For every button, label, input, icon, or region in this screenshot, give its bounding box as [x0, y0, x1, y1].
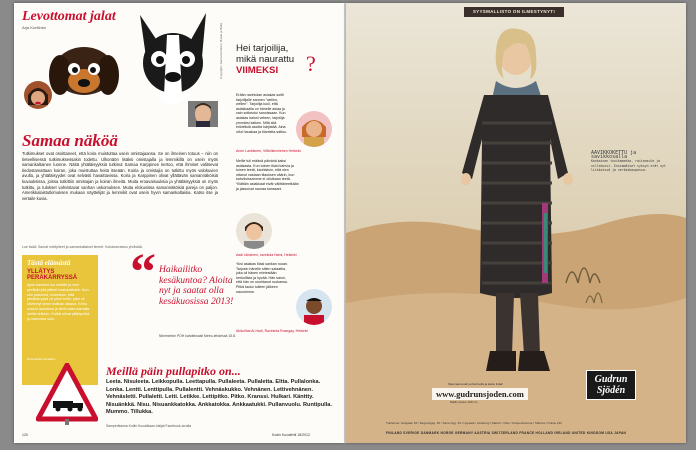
product-caption-title: AAVIKKOKETTU ja savikkosalla — [591, 150, 637, 161]
quote-mark-icon: “ — [130, 244, 156, 301]
waiter-caption-2: Aadi Ukrainen, ravintola Hami, Helsinki — [236, 253, 297, 257]
right-page-advert — [346, 3, 686, 443]
article-caption: Lue lisää: Samat mielipiteet ja samankaltaiset ilmeet. Koiraharrastus yhdistää. — [22, 245, 143, 249]
page-number: 120 — [22, 433, 28, 437]
byline: Arja Kurttinen — [22, 25, 47, 30]
brand-logo-line2: Sjödén — [596, 385, 626, 396]
reader-story-title: Tästä elämästä — [27, 259, 71, 267]
pull-quote-credit: Nimimerkin POH kahdeksasti Metro-lehdessä 15.8. — [159, 334, 236, 338]
photo-credit-vertical: Copyright: Jaana Kurttinen, Bowie ja Bella — [219, 23, 223, 80]
article-title: Samaa näköä — [22, 131, 118, 150]
waiter-portrait-1 — [296, 111, 332, 147]
product-caption — [591, 151, 666, 172]
reader-story-credit: Nimimerkki Peräkärry — [27, 357, 56, 361]
waiter-caption-1: Anne Lankkinen, Villiviikinmiehen Helsinki — [236, 149, 301, 153]
collection-banner: SYYSMALLISTO ON ILMESTYNYT! — [464, 7, 564, 17]
brand-logo-line1: Gudrun — [594, 374, 628, 385]
brand-logo — [586, 370, 636, 400]
store-addresses: Tukholma: Götgatan 66 / Regeringsg. 30 / Stora Nyg. 33 / Uppsala / Göteborg / Malmö / Oslo / Kööpenhamina / Tallinna / Online 24h — [386, 421, 562, 425]
reader-story-headline: YLLÄTYS PERÄKÄRRYSSÄ — [27, 269, 78, 281]
waiter-caption-3: Abdullhai Al-Hadi, Ravintola Rosegay, Helsinki — [236, 329, 308, 333]
model-note: Mallin pituus 169 cm — [450, 400, 478, 404]
article-body: Tutkimukset ovat osoittaneet, että koira muistuttaa usein omistajaansa. Se on ilmeinen totuus – niin on tieteellisessä tutkimuksessakin todettu. Ulkonäön lisäksi omistajalla ja lemmikillä on usein myös samankaltainen luonne. Näitä yhtäläisyyksiä tutkinut Samaa Karppinen kertoo, että ihmiset valitsevat tiedostamattaan koiran, joka muistuttaa heitä itseään. Koiria ja omistajia on tutkittu myös valokuvien avulla, ja yhtäläisyydet ovat selvästi havaittavissa. Koira ja Karppinen olivat yllättävän samannäköisiä kuvauksissa, joissa tutkittiin omistajan ja koiran ilmeitä. Muita eroavaisuuksia ja yhtäläisyyksiä on myös tutkittu, ja tulokset vahvistavat vanhan uskomuksen. Muita elokuvissa samannäköisiä pareja on paljon. Amerikkalaistutkimuksen mukaan näyttelijät ja lemmikit ovat usein hyvin samankaltaisia. Katso itse ja vertaile kuvia. — [22, 151, 218, 201]
dachshund-illustration — [44, 33, 124, 103]
sidebar-answer-2: Meille tuli eräänä päivänä kaksi asiakasta. Kun toinen tilasi kahvia ja toinen teetä, kauhistuin, että olen ottanut vastaan tilauksen väärin, kun kahviloissamme ei ollutkaan teetä. Yllättäin asiakkaat eivät välittäneetkään ja jaksoivat nauraa kanssani. — [236, 159, 299, 191]
boston-terrier-illustration — [132, 5, 214, 115]
website-url[interactable]: www.gudrunsjoden.com — [432, 388, 528, 400]
sidebar-answer-3: Yksi asiakas tilasi sankan ruoan. Tarjosin hänelle sitten salaattia, joka oli hänen mielestään herkullista ja hyvää. Hän sanoi, että hän on unohtanut ruokansa. Pitkä tauko tulleen jälkeen nauroimme. — [236, 262, 288, 294]
product-caption-body: Kankainen tunikamekko, raitaneule ja villahuivi. Ensimmäiset syksyn erät nyt liikkeissä ja verkkokaupassa. — [591, 159, 666, 172]
sidebar-headline-line2: mikä naurattu — [236, 54, 295, 65]
sidebar-headline-line3: VIIMEKSI — [236, 65, 279, 76]
owner-portrait-man — [188, 101, 218, 127]
pulla-word-list: Leeta. Nisuleeta. Leikkopulla. Leettapulla. Pullaleeta. Pullaletta. Eltta. Pullalonka. Lonka. Lentti. Lenttipulla. Pullalentti. Vehnäskukko. Vehnänen. Lettivehnänen. Vehnäsletti. Pullaletti. Letti. Letikke. Lettipitko. Pitko. Kranssi. Hulkari. Känttty. Nisuänkkä. Nisu. Nisuankkatokka. Ankkatokka. Ankkaatukki. Pullanvuolu. Runtipulla. Mummo. Tillukka. — [106, 379, 332, 416]
left-page — [14, 3, 344, 443]
question-mark-icon: ? — [306, 51, 316, 76]
pulla-section-title: Meillä päin pullapitko on... — [106, 364, 241, 378]
issue-label: Kodin Kuvalehti 18/2012 — [272, 433, 310, 437]
scan-note: Skannaa koodi puhelimella ja katso lisää! — [448, 382, 503, 386]
pull-quote: Haikailitko kesäkuntoa? Aloita nyt ja saatat olla kesäkuosissa 2013! — [159, 264, 234, 307]
owner-portrait-woman — [24, 81, 52, 109]
waiter-portrait-3 — [296, 289, 332, 325]
sidebar-headline-line1: Hei tarjoilija, — [236, 43, 289, 54]
pulla-credit: Samperikansa Kotiin Kuuaikiaan-lukijat Facebook-sivulla — [106, 424, 191, 428]
country-list: FINLAND SVERIGE DANMARK NORGE GERMANY AUSTRIA SWITZERLAND FRANCE HOLLAND IRELAND UNITED KINGDOM USA JAPAN — [386, 431, 627, 435]
sidebar-answer-1: Erään ravintolan asiakas soitti tarjoilijalle sanoen "wellen, wellen". Tarjoilija luuli, että asiakkaalla on hänelle asiaa ja vain sotkeutui sanoissaan. Kun asiakas halusi veteen, tarjoilija ymmärsi kaiken. Mitä sitä erikielisiä asioita kärjistää. Aina ollut hauskaa ja tilanteita sattuu. — [236, 93, 288, 134]
column-title-accent: jalat — [90, 9, 116, 24]
column-title-main: Levottomat — [22, 9, 91, 24]
warning-sign-icon — [36, 363, 98, 425]
waiter-portrait-2 — [236, 213, 272, 249]
reader-story-body: Ajoin kaverini luo mökille ja vein peräkärryllä jätteet kaatopaikalle. Kun olin palannut, huomasin, että peräkärryssä oli pieni kettu, joka oli kiivennyt sinne matkan aikana. Kettu nukkui rauhassa ja lähti vasta aamulla omille teilleen. Kaikki olivat yllättyneitä ja naurussa suin. — [27, 283, 90, 321]
column-title — [22, 9, 116, 25]
